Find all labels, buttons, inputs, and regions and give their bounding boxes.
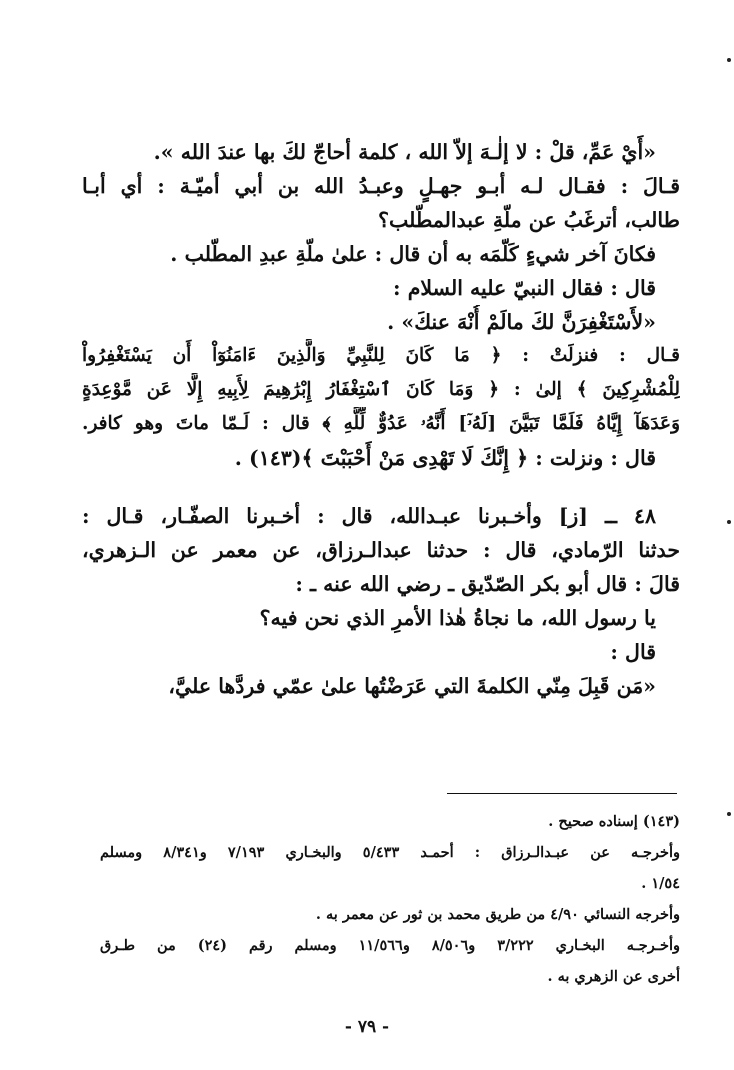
quran-verse-line: قـال : فنزلَتْ : ﴿ مَا كَانَ لِلنَّبِيِّ وَالَّذِينَ ءَامَنُوٓاْ أَن يَسْتَغْفِرُواْ <box>82 345 680 366</box>
footnote-line: أخرى عن الزهري به . <box>547 968 680 985</box>
hadith-number-line: ٤٨ ــ [ز] وأخـبرنا عبـدالله، قال : أخـبرنا الصفّـار، قـال : <box>82 504 656 528</box>
text-line: فكانَ آخر شيءٍ كَلّمَه به أن قال : علىٰ ملّةِ عبدِ المطّلب . <box>170 242 656 266</box>
text-line: حدثنا الرّمادي، قال : حدثنا عبدالـرزاق، عن معمر عن الـزهري، <box>82 538 680 562</box>
text-line: «أَيْ عَمِّ، قلْ : لا إلٰـهَ إلاّ الله ، كلمة أحاجّ لكَ بها عندَ الله ». <box>153 140 656 164</box>
footnote-line: (١٤٣) إسناده صحيح . <box>548 813 680 830</box>
footnote-line: وأخرجه النسائي ٤/٩٠ من طريق محمد بن ثور عن معمر به . <box>315 906 680 923</box>
text-line: قال : <box>610 640 656 664</box>
footnote-line: وأخرجـه عن عبـدالـرزاق : أحمـد ٥/٤٣٣ والبخـاري ٧/١٩٣ و٨/٣٤١ ومسلم <box>100 844 680 861</box>
edge-speck <box>727 520 731 524</box>
paragraph-gap <box>82 475 680 499</box>
quran-verse-line: لِلْمُشْرِكِينَ ﴾ إلىٰ : ﴿ وَمَا كَانَ ٱسْتِغْفَارُ إِبْرَٰهِيمَ لِأَبِيهِ إِلَّا عَن مَّوْعِدَةٍ <box>82 379 680 400</box>
page-number: - ٧٩ - <box>344 1017 390 1037</box>
text-line: قالَ : قال أبو بكر الصّدّيق ـ رضي الله عنه ـ : <box>295 572 680 596</box>
quran-verse-line: وَعَدَهَآ إِيَّاهُ فَلَمَّا تَبَيَّنَ [لَهُۥٓ] أَنَّهُۥ عَدُوٌّ لِّلَّهِ ﴾ قال : لَـمّا ماتَ وهو كافر. <box>82 413 680 434</box>
edge-speck <box>727 812 731 816</box>
footnotes <box>100 806 680 992</box>
text-line: قـالَ : فقـال لـه أبـو جهـلٍ وعبـدُ الله بن أبي أميّـة : أي أبـا <box>82 174 680 198</box>
text-line: قال : ونزلت : ﴿ إِنَّكَ لَا تَهْدِى مَنْ أَحْبَبْتَ ﴾(١٤٣) . <box>234 446 656 470</box>
text-line: قال : فقال النبيّ عليه السلام : <box>393 276 656 300</box>
footnote-line: وأخـرجـه البخـاري ٣/٢٢٢ و٨/٥٠٦ و١١/٥٦٦ ومسلم رقم (٢٤) من طـرق <box>100 937 680 954</box>
text-line: طالب، أترغَبُ عن ملّةِ عبدالمطّلب؟ <box>378 208 680 232</box>
main-text <box>82 135 680 703</box>
text-line: «مَن قَبِلَ مِنّي الكلمةَ التي عَرَضْتُها علىٰ عمّي فردَّها عليَّ، <box>168 674 656 698</box>
edge-speck <box>727 58 731 62</box>
footnote-line: ١/٥٤ . <box>641 875 680 892</box>
text-line: «لأَسْتَغْفِرَنَّ لكَ مالَمْ أُنْهَ عنكَ» . <box>387 310 656 334</box>
text-line: يا رسول الله، ما نجاةُ هٰذا الأمرِ الذي نحن فيه؟ <box>259 606 656 630</box>
footnote-divider <box>447 793 677 794</box>
